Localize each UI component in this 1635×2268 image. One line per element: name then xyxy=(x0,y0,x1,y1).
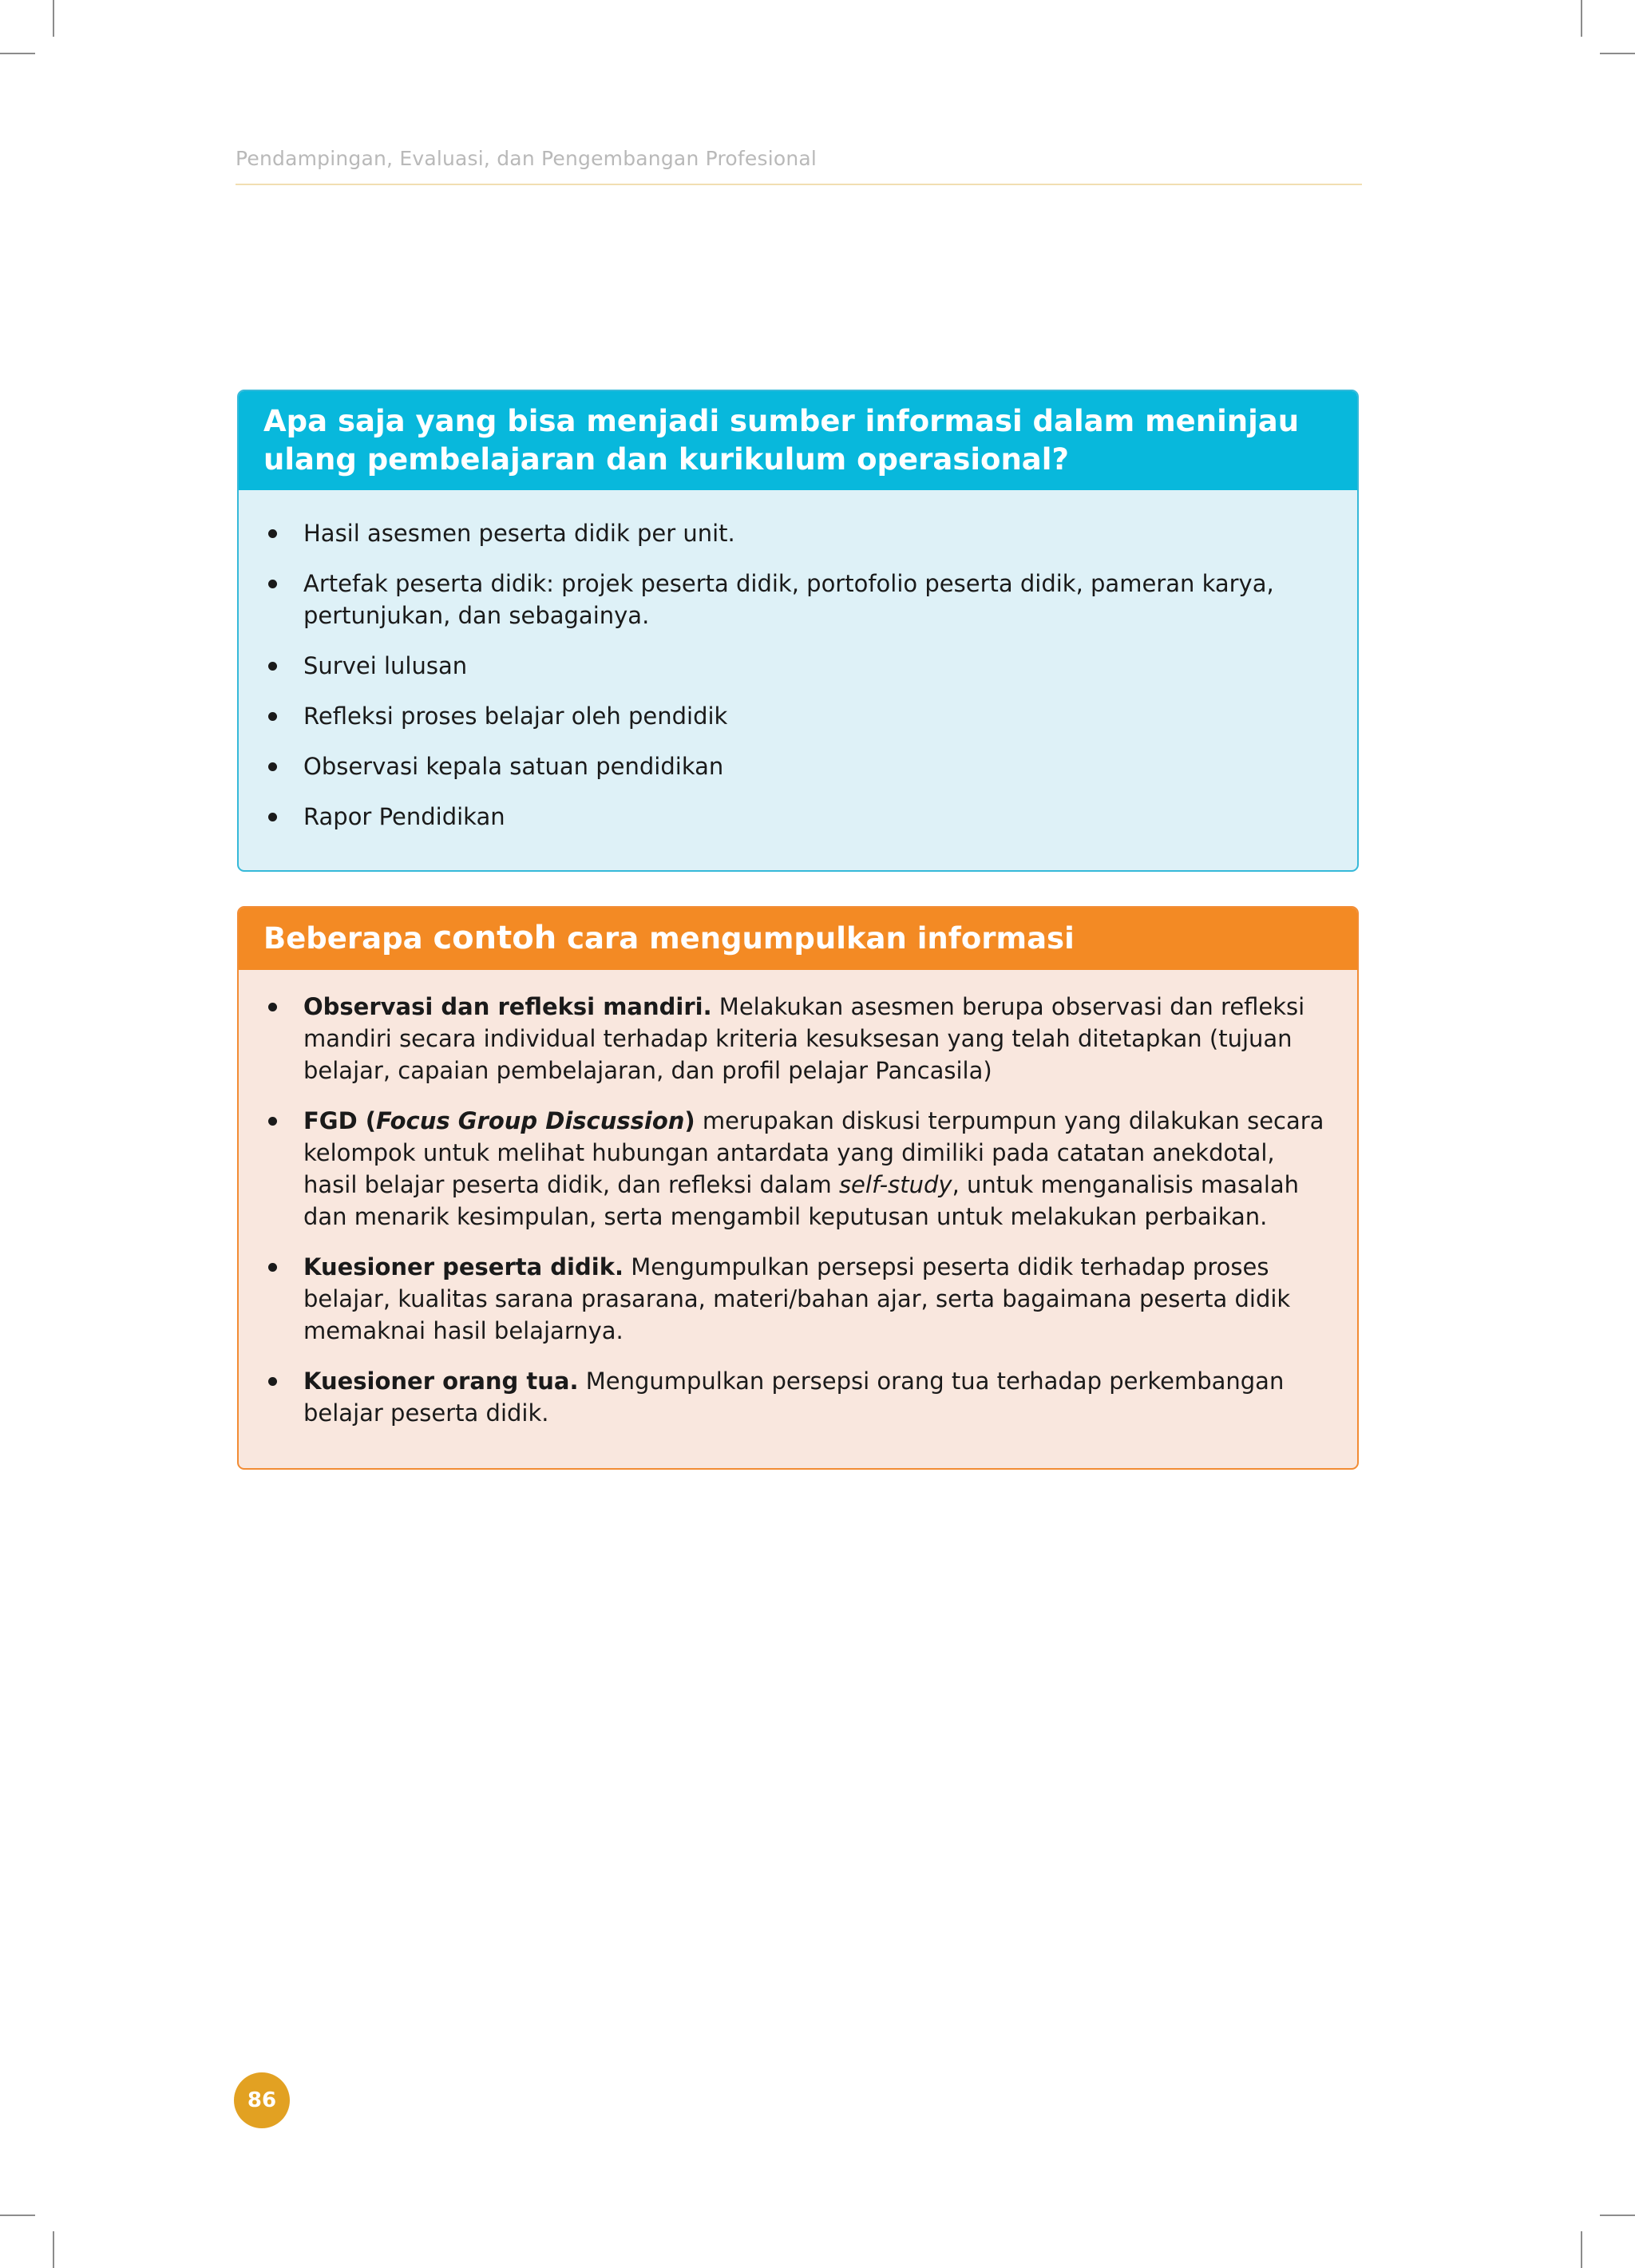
crop-mark xyxy=(0,2215,35,2216)
crop-mark xyxy=(53,2231,54,2268)
bullet-icon xyxy=(268,529,277,538)
collection-examples-title: Beberapa contoh cara mengumpulkan informasi xyxy=(239,908,1357,970)
crop-mark xyxy=(1581,2231,1582,2268)
bullet-icon xyxy=(268,1003,277,1011)
info-sources-list xyxy=(239,490,1357,833)
collection-examples-list xyxy=(239,970,1357,1429)
crop-mark xyxy=(1600,2215,1635,2216)
bullet-icon xyxy=(268,813,277,821)
bullet-icon xyxy=(268,1263,277,1272)
bullet-icon xyxy=(268,662,277,671)
crop-mark xyxy=(0,53,35,54)
list-item: Artefak peserta didik: projek peserta didik, portofolio peserta didik, pameran karya, pertunjukan, dan sebagainya. xyxy=(239,568,1357,631)
list-item: Survei lulusan xyxy=(239,650,1357,682)
list-item: Rapor Pendidikan xyxy=(239,801,1357,833)
info-sources-box xyxy=(237,390,1359,872)
list-item: Refleksi proses belajar oleh pendidik xyxy=(239,700,1357,732)
crop-mark xyxy=(1600,53,1635,54)
crop-mark xyxy=(53,0,54,37)
bullet-icon xyxy=(268,712,277,721)
bullet-icon xyxy=(268,762,277,771)
list-item: Kuesioner orang tua. Mengumpulkan persepsi orang tua terhadap perkembangan belajar peserta didik. xyxy=(239,1365,1357,1429)
header-rule xyxy=(236,184,1362,185)
info-sources-title: Apa saja yang bisa menjadi sumber informasi dalam meninjau ulang pembelajaran dan kurikulum operasional? xyxy=(239,391,1357,490)
collection-examples-box xyxy=(237,906,1359,1470)
list-item: Observasi dan refleksi mandiri. Melakukan asesmen berupa observasi dan refleksi mandiri secara individual terhadap kriteria kesuksesan yang telah ditetapkan (tujuan belajar, capaian pembelajaran, dan profil pelajar Pancasila) xyxy=(239,991,1357,1087)
list-item: Observasi kepala satuan pendidikan xyxy=(239,750,1357,782)
list-item: FGD (Focus Group Discussion) merupakan diskusi terpumpun yang dilakukan secara kelompok untuk melihat hubungan antardata yang dimiliki pada catatan anekdotal, hasil belajar peserta didik, dan refleksi dalam self-study, untuk menganalisis masalah dan menarik kesimpulan, serta mengambil keputusan untuk melakukan perbaikan. xyxy=(239,1105,1357,1233)
bullet-icon xyxy=(268,1117,277,1126)
list-item: Hasil asesmen peserta didik per unit. xyxy=(239,517,1357,549)
list-item: Kuesioner peserta didik. Mengumpulkan persepsi peserta didik terhadap proses belajar, kualitas sarana prasarana, materi/bahan ajar, serta bagaimana peserta didik memaknai hasil belajarnya. xyxy=(239,1251,1357,1347)
running-header: Pendampingan, Evaluasi, dan Pengembangan Profesional xyxy=(236,147,818,170)
page-number: 86 xyxy=(234,2072,290,2128)
bullet-icon xyxy=(268,1377,277,1386)
bullet-icon xyxy=(268,580,277,588)
crop-mark xyxy=(1581,0,1582,37)
